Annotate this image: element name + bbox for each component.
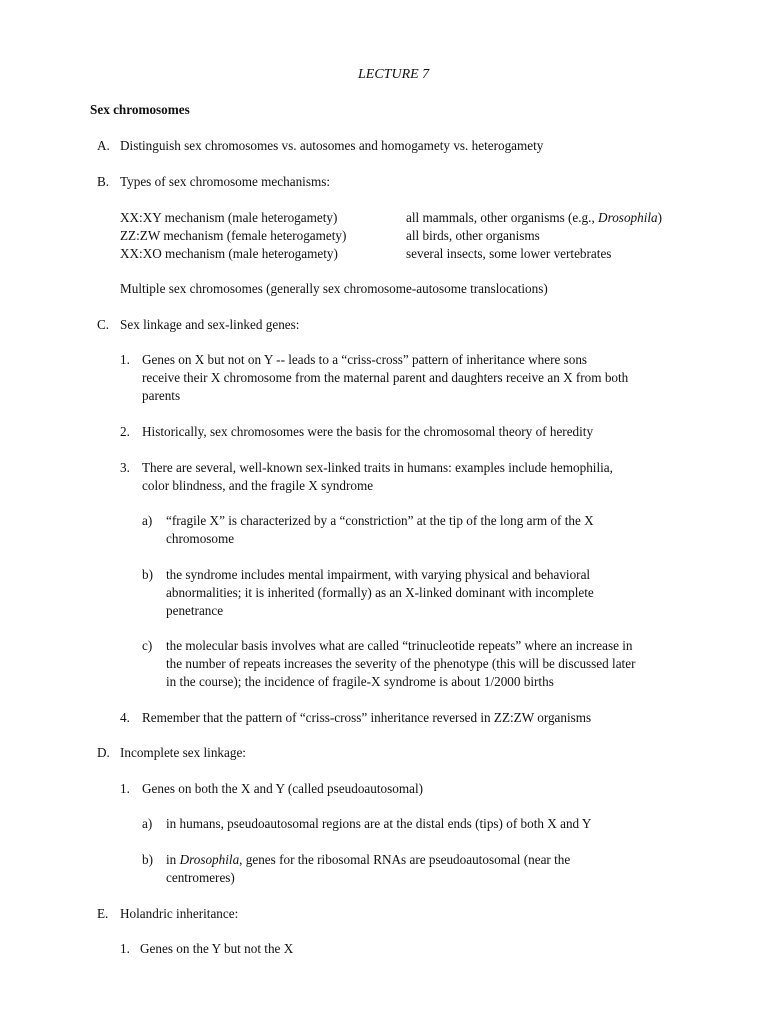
list-item-line: There are several, well-known sex-linked traits in humans: examples include hemophilia, xyxy=(142,460,613,475)
mechanism-organisms: all mammals, other organisms (e.g., Drosophila) xyxy=(406,210,663,225)
list-item-number: 1. xyxy=(120,941,130,956)
page-title: LECTURE 7 xyxy=(358,67,430,82)
sub-list-item-line: the number of repeats increases the severity of the phenotype (this will be discussed later xyxy=(166,656,636,671)
mechanism-organisms: all birds, other organisms xyxy=(406,228,540,243)
list-item-number: 3. xyxy=(120,460,130,475)
sub-list-item-line: chromosome xyxy=(166,531,235,546)
section-e-text: Holandric inheritance: xyxy=(120,906,239,921)
section-heading: Sex chromosomes xyxy=(90,102,190,117)
list-item-number: 1. xyxy=(120,352,130,367)
list-item-line: Remember that the pattern of “criss-cross” inheritance reversed in ZZ:ZW organisms xyxy=(142,710,592,725)
section-c-label: C. xyxy=(97,317,110,332)
section-d-label: D. xyxy=(97,745,110,760)
section-b-text: Types of sex chromosome mechanisms: xyxy=(120,174,331,189)
section-a-text: Distinguish sex chromosomes vs. autosomes and homogamety vs. heterogamety xyxy=(120,138,544,153)
sub-list-item-line: the molecular basis involves what are called “trinucleotide repeats” where an increase in xyxy=(166,638,633,653)
list-item-number: 2. xyxy=(120,424,130,439)
section-a-label: A. xyxy=(97,138,110,153)
mechanism-name: XX:XY mechanism (male heterogamety) xyxy=(120,210,338,225)
sub-list-item-letter: a) xyxy=(142,816,153,831)
list-item-line: Historically, sex chromosomes were the basis for the chromosomal theory of heredity xyxy=(142,424,594,439)
list-item-number: 1. xyxy=(120,781,130,796)
list-item-line: parents xyxy=(142,388,181,403)
sub-list-item-letter: b) xyxy=(142,852,153,867)
sub-list-item-line: in humans, pseudoautosomal regions are at the distal ends (tips) of both X and Y xyxy=(166,816,592,831)
sub-list-item-letter: a) xyxy=(142,513,153,528)
sub-list-item-line: penetrance xyxy=(166,603,224,618)
section-b-label: B. xyxy=(97,174,110,189)
section-c-text: Sex linkage and sex-linked genes: xyxy=(120,317,300,332)
section-e-label: E. xyxy=(97,906,109,921)
mechanism-organisms: several insects, some lower vertebrates xyxy=(406,246,612,261)
multiple-sex-chromosomes: Multiple sex chromosomes (generally sex chromosome-autosome translocations) xyxy=(120,281,548,296)
sub-list-item-letter: b) xyxy=(142,567,153,582)
sub-list-item-line: in Drosophila, genes for the ribosomal RNAs are pseudoautosomal (near the xyxy=(166,852,571,867)
sub-list-item-line: centromeres) xyxy=(166,870,235,885)
list-item-number: 4. xyxy=(120,710,130,725)
mechanism-name: XX:XO mechanism (male heterogamety) xyxy=(120,246,338,261)
list-item-line: Genes on X but not on Y -- leads to a “criss-cross” pattern of inheritance where sons xyxy=(142,352,588,367)
sub-list-item-line: abnormalities; it is inherited (formally) as an X-linked dominant with incomplete xyxy=(166,585,594,600)
mechanism-name: ZZ:ZW mechanism (female heterogamety) xyxy=(120,228,347,243)
list-item-line: receive their X chromosome from the maternal parent and daughters receive an X from both xyxy=(142,370,629,385)
list-item-line: Genes on the Y but not the X xyxy=(140,941,294,956)
section-d-text: Incomplete sex linkage: xyxy=(120,745,246,760)
sub-list-item-line: in the course); the incidence of fragile-X syndrome is about 1/2000 births xyxy=(166,674,554,689)
list-item-line: color blindness, and the fragile X syndrome xyxy=(142,478,374,493)
list-item-line: Genes on both the X and Y (called pseudoautosomal) xyxy=(142,781,424,796)
sub-list-item-line: “fragile X” is characterized by a “constriction” at the tip of the long arm of the X xyxy=(166,513,594,528)
sub-list-item-letter: c) xyxy=(142,638,153,653)
sub-list-item-line: the syndrome includes mental impairment, with varying physical and behavioral xyxy=(166,567,591,582)
